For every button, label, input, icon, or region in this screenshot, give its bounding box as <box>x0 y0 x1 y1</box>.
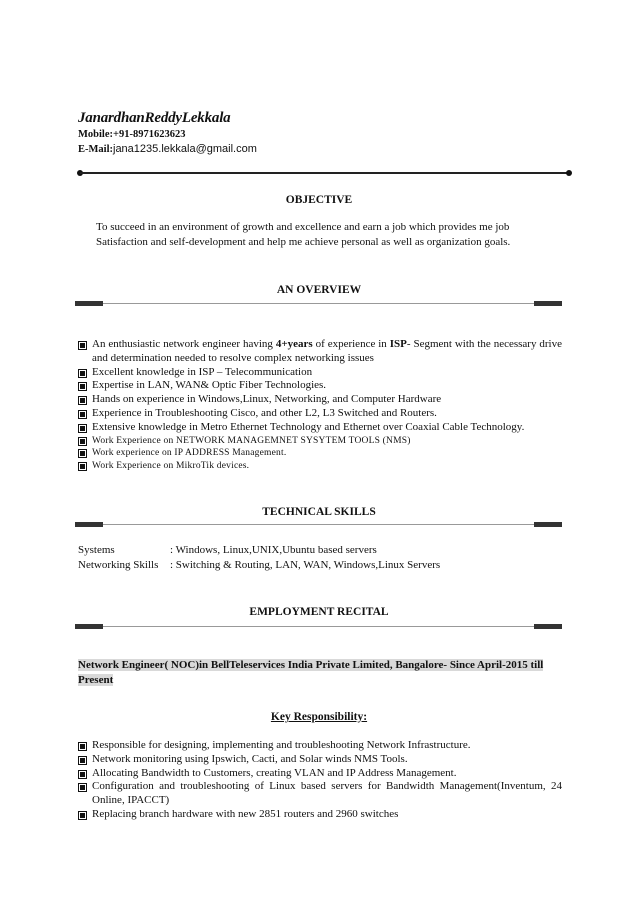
list-item: Work experience on IP ADDRESS Management. <box>78 447 562 460</box>
objective-text <box>96 220 566 249</box>
objective-line-1: To succeed in an environment of growth and excellence and earn a job which provides me job <box>96 221 510 233</box>
list-item: Work Experience on NETWORK MANAGEMNET SYSYTEM TOOLS (NMS) <box>78 435 562 448</box>
overview-list <box>78 338 562 472</box>
responsibility-list <box>78 739 562 822</box>
checkbox-bullet-icon <box>78 770 87 779</box>
job-title: Network Engineer( NOC)in BellTeleservices India Private Limited, Bangalore- Since April-2015 till Present <box>78 659 544 686</box>
skills-table <box>78 543 440 573</box>
list-item: Excellent knowledge in ISP – Telecommunication <box>78 366 562 380</box>
checkbox-bullet-icon <box>78 437 87 446</box>
mobile-number: Mobile:+91-8971623623 <box>78 129 186 140</box>
employment-heading: EMPLOYMENT RECITAL <box>249 606 389 618</box>
objective-heading: OBJECTIVE <box>285 194 353 206</box>
overview-heading: AN OVERVIEW <box>276 284 362 296</box>
list-item: Extensive knowledge in Metro Ethernet Technology and Ethernet over Coaxial Cable Technology. <box>78 421 562 435</box>
list-item: Hands on experience in Windows,Linux, Networking, and Computer Hardware <box>78 393 562 407</box>
checkbox-bullet-icon <box>78 396 87 405</box>
section-rule <box>75 624 562 629</box>
header-divider <box>80 172 568 174</box>
skills-label: Systems <box>78 544 115 556</box>
list-item: Replacing branch hardware with new 2851 routers and 2960 switches <box>78 808 562 822</box>
checkbox-bullet-icon <box>78 369 87 378</box>
list-item: Allocating Bandwidth to Customers, creating VLAN and IP Address Management. <box>78 767 562 781</box>
email-line <box>78 143 257 155</box>
list-item: Configuration and troubleshooting of Linux based servers for Bandwidth Management(Inventum, 24 Online, IPACCT) <box>78 780 562 808</box>
list-item: Work Experience on MikroTik devices. <box>78 460 562 473</box>
email-address: jana1235.lekkala@gmail.com <box>113 143 257 155</box>
checkbox-bullet-icon <box>78 811 87 820</box>
checkbox-bullet-icon <box>78 449 87 458</box>
checkbox-bullet-icon <box>78 424 87 433</box>
list-item: An enthusiastic network engineer having 4+years of experience in ISP- Segment with the necessary drive and determination needed to resolve complex networking issues <box>78 338 562 366</box>
list-item: Network monitoring using Ipswich, Cacti, and Solar winds NMS Tools. <box>78 753 562 767</box>
objective-line-2: Satisfaction and self-development and help me achieve personal as well as organization goals. <box>96 235 511 248</box>
skills-label: Networking Skills <box>78 559 159 571</box>
list-item: Responsible for designing, implementing and troubleshooting Network Infrastructure. <box>78 739 562 753</box>
checkbox-bullet-icon <box>78 742 87 751</box>
email-label: E-Mail: <box>78 144 113 155</box>
skills-row <box>78 543 440 558</box>
skills-value: : Windows, Linux,UNIX,Ubuntu based servers <box>170 544 377 556</box>
skills-value: : Switching & Routing, LAN, WAN, Windows,Linux Servers <box>170 559 441 571</box>
checkbox-bullet-icon <box>78 410 87 419</box>
skills-row <box>78 558 440 573</box>
section-rule <box>75 301 562 306</box>
technical-heading: TECHNICAL SKILLS <box>262 506 376 518</box>
candidate-name: JanardhanReddyLekkala <box>78 110 231 126</box>
section-rule <box>75 522 562 527</box>
checkbox-bullet-icon <box>78 341 87 350</box>
checkbox-bullet-icon <box>78 756 87 765</box>
line-endpoint-right <box>566 170 572 176</box>
checkbox-bullet-icon <box>78 462 87 471</box>
list-item: Experience in Troubleshooting Cisco, and other L2, L3 Switched and Routers. <box>78 407 562 421</box>
key-responsibility-heading: Key Responsibility: <box>270 711 368 723</box>
checkbox-bullet-icon <box>78 783 87 792</box>
checkbox-bullet-icon <box>78 382 87 391</box>
list-item: Expertise in LAN, WAN& Optic Fiber Technologies. <box>78 379 562 393</box>
